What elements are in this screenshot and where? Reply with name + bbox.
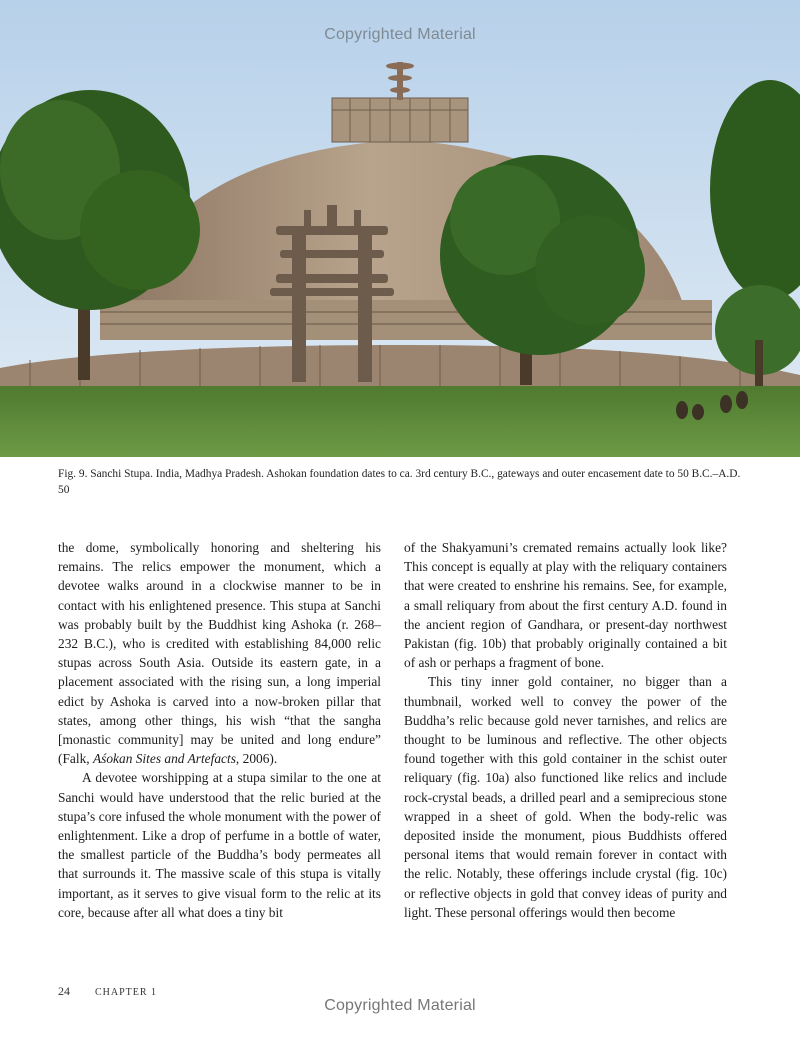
left-paragraph-1-text: the dome, symbolically honoring and sheltering his remains. The relics empower the monument, which a devotee walks around in a clockwise manner to be in contact with his enlightened presence. This stupa at Sanchi was probably built by the Buddhist king Ashoka (r. 268–232 B.C.), who is credited with establishing 84,000 relic stupas across South Asia. Outside its eastern gate, in a placement associated with the rising sun, a long imperial edict by Ashoka is carved into a now-broken pillar that states, among other things, his wish “that the sangha [monastic community] may be united and long endure” (Falk, bbox=[58, 540, 381, 767]
harmika bbox=[332, 98, 468, 142]
citation-title: Aśokan Sites and Artefacts bbox=[92, 751, 236, 767]
left-paragraph-2: A devotee worshipping at a stupa similar to the one at Sanchi would have understood that the relic buried at the stupa’s core infused the whole monument with the power of enlightenment. Like a drop of perfume in a bottle of water, the smallest particle of the Buddha’s body permeates all that surrounds it. The massive scale of this stupa is vitally important, as it serves to give visual form to the relic at its core, because after all what does a tiny bit bbox=[58, 770, 381, 920]
right-paragraph-1: of the Shakyamuni’s cremated remains actually look like? This concept is equally at play with the reliquary containers that were created to enshrine his remains. See, for example, a small reliquary from about the first century A.D. found in the ancient region of Gandhara, or present-day northwest Pakistan (fig. 10b) that probably originally contained a bit of ash or perhaps a fragment of bone. bbox=[404, 540, 727, 671]
right-paragraph-2: This tiny inner gold container, no bigger than a thumbnail, worked well to convey the power of the Buddha’s relic because gold never tarnishes, and relics are thought to be luminous and reflective. The other objects found together with this gold container in the schist outer reliquary (fig. 10a) also functioned like relics and include rock-crystal beads, a drilled pearl and a semiprecious stone wrapped in a sheet of gold. When the body-relic was deposited inside the monument, pious Buddhists offered personal items that would remain forever in contact with the relic. Notably, these offerings include crystal (fig. 10c) or reflective objects in gold that convey ideas of purity and light. These personal offerings would then become bbox=[404, 674, 727, 920]
chapter-label: CHAPTER 1 bbox=[95, 987, 158, 998]
lawn bbox=[0, 386, 800, 457]
figure-caption: Fig. 9. Sanchi Stupa. India, Madhya Pradesh. Ashokan foundation dates to ca. 3rd century B.C., gateways and outer encasement date to 50 B.C.–A.D. 50 bbox=[58, 468, 741, 496]
left-paragraph-1 bbox=[58, 538, 381, 768]
sanchi-stupa-illustration bbox=[0, 0, 800, 457]
copyright-watermark-top: Copyrighted Material bbox=[324, 26, 476, 43]
stupa-photograph bbox=[0, 0, 800, 457]
right-column bbox=[404, 538, 727, 922]
citation-year: , 2006). bbox=[235, 751, 278, 767]
page-number: 24 bbox=[58, 984, 70, 998]
copyright-watermark-bottom: Copyrighted Material bbox=[324, 997, 476, 1014]
left-column bbox=[58, 538, 381, 922]
right-trees bbox=[710, 80, 800, 390]
